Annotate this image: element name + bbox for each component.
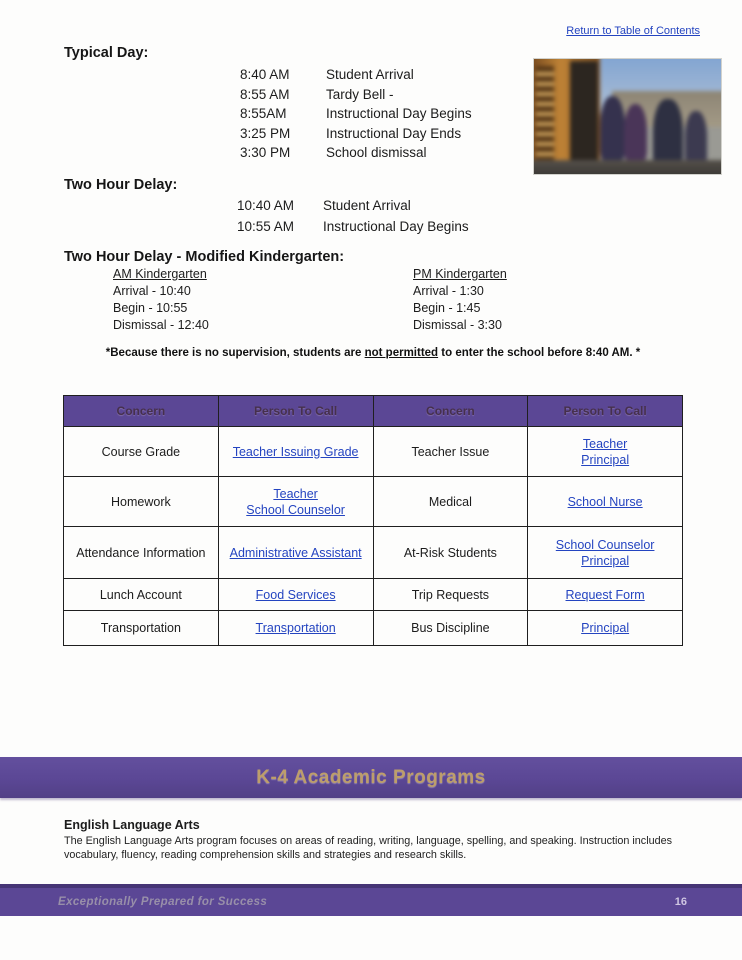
schedule-row bbox=[240, 65, 472, 85]
schedule-time: 10:55 AM bbox=[237, 218, 295, 234]
pm-kindergarten-line: Begin - 1:45 bbox=[413, 301, 481, 315]
table-row bbox=[64, 579, 683, 611]
concern-cell: Transportation bbox=[64, 611, 219, 646]
table-row bbox=[64, 527, 683, 579]
person-cell bbox=[218, 611, 373, 646]
person-cell bbox=[218, 527, 373, 579]
pm-kindergarten-line: Dismissal - 3:30 bbox=[413, 318, 502, 332]
table-row bbox=[64, 477, 683, 527]
concern-cell: Attendance Information bbox=[64, 527, 219, 579]
schedule-row bbox=[240, 124, 472, 144]
concern-cell: Lunch Account bbox=[64, 579, 219, 611]
academic-programs-banner-title: K-4 Academic Programs bbox=[256, 766, 486, 788]
schedule-time: 8:55AM bbox=[240, 106, 287, 121]
schedule-time: 3:25 PM bbox=[240, 125, 291, 141]
concern-cell: Medical bbox=[373, 477, 528, 527]
table-row bbox=[64, 427, 683, 477]
supervision-note-suffix: to enter the school before 8:40 AM. * bbox=[438, 347, 641, 359]
am-kindergarten-line: Begin - 10:55 bbox=[113, 301, 188, 315]
person-cell bbox=[528, 477, 683, 527]
schedule-event: Instructional Day Begins bbox=[323, 218, 469, 234]
school-bus-photo bbox=[533, 58, 722, 175]
schedule-time: 10:40 AM bbox=[237, 198, 295, 213]
am-kindergarten-title: AM Kindergarten bbox=[113, 267, 207, 281]
modified-kindergarten-heading: Two Hour Delay - Modified Kindergarten: bbox=[64, 249, 345, 265]
person-cell bbox=[218, 427, 373, 477]
header-person-left: Person To Call bbox=[218, 396, 373, 427]
contact-link[interactable]: School Counselor bbox=[246, 502, 345, 517]
contact-link[interactable]: Principal bbox=[581, 452, 630, 467]
concern-cell: Teacher Issue bbox=[373, 427, 528, 477]
contact-link[interactable]: Request Form bbox=[565, 587, 645, 602]
footer-page-number: 16 bbox=[674, 896, 687, 908]
academic-programs-banner bbox=[0, 757, 742, 798]
contact-link[interactable]: Principal bbox=[581, 621, 630, 635]
footer-motto: Exceptionally Prepared for Success bbox=[58, 896, 268, 908]
contact-link[interactable]: Principal bbox=[581, 553, 630, 568]
school-bus-photo-art bbox=[533, 58, 722, 175]
schedule-event: Student Arrival bbox=[323, 198, 411, 213]
contact-link[interactable]: School Counselor bbox=[555, 537, 655, 552]
schedule-time: 8:40 AM bbox=[240, 67, 290, 82]
schedule-time: 8:55 AM bbox=[240, 86, 290, 102]
contact-link[interactable]: Administrative Assistant bbox=[229, 545, 362, 560]
typical-day-heading: Typical Day: bbox=[64, 45, 149, 61]
schedule-row bbox=[240, 85, 472, 105]
ela-heading: English Language Arts bbox=[64, 818, 200, 832]
contact-link[interactable]: Teacher Issuing Grade bbox=[232, 444, 359, 459]
pm-kindergarten-title: PM Kindergarten bbox=[413, 267, 507, 281]
person-cell bbox=[528, 527, 683, 579]
schedule-row bbox=[240, 143, 472, 163]
pm-kindergarten-line: Arrival - 1:30 bbox=[413, 284, 484, 298]
pm-kindergarten-block bbox=[413, 266, 507, 334]
person-cell bbox=[218, 579, 373, 611]
schedule-row bbox=[240, 104, 472, 124]
supervision-note bbox=[66, 347, 680, 359]
ela-paragraph: The English Language Arts program focuses on areas of reading, writing, language, spelling, and speaking. Instruction includes vocabulary, fluency, reading comprehension skills and strategies and research skills. bbox=[64, 835, 672, 861]
two-hour-delay-heading: Two Hour Delay: bbox=[64, 177, 178, 193]
person-cell bbox=[528, 427, 683, 477]
supervision-note-underlined: not permitted bbox=[364, 347, 439, 359]
schedule-row bbox=[237, 196, 469, 217]
schedule-time: 3:30 PM bbox=[240, 145, 291, 160]
schedule-event: Instructional Day Ends bbox=[326, 125, 462, 141]
am-kindergarten-block bbox=[113, 266, 209, 334]
header-concern-right: Concern bbox=[373, 396, 528, 427]
concern-cell: Bus Discipline bbox=[373, 611, 528, 646]
schedule-event: Student Arrival bbox=[326, 67, 414, 82]
header-concern-left: Concern bbox=[64, 396, 219, 427]
schedule-row bbox=[237, 217, 469, 238]
table-header-row bbox=[64, 396, 683, 427]
return-to-toc-link[interactable]: Return to Table of Contents bbox=[566, 25, 700, 37]
am-kindergarten-line: Arrival - 10:40 bbox=[113, 284, 191, 298]
schedule-event: School dismissal bbox=[326, 145, 427, 160]
header-person-right: Person To Call bbox=[528, 396, 683, 427]
am-kindergarten-line: Dismissal - 12:40 bbox=[113, 318, 209, 332]
concern-cell: Homework bbox=[64, 477, 219, 527]
schedule-event: Tardy Bell - bbox=[326, 86, 394, 102]
page-footer bbox=[0, 884, 742, 916]
schedule-event: Instructional Day Begins bbox=[326, 106, 472, 121]
person-cell bbox=[218, 477, 373, 527]
contact-link[interactable]: Food Services bbox=[255, 587, 336, 602]
concern-contact-table bbox=[63, 395, 683, 646]
contact-link[interactable]: School Nurse bbox=[567, 494, 643, 509]
contact-link[interactable]: Teacher bbox=[582, 436, 628, 451]
person-cell bbox=[528, 579, 683, 611]
concern-cell: Trip Requests bbox=[373, 579, 528, 611]
typical-day-schedule bbox=[240, 65, 472, 163]
contact-link[interactable]: Transportation bbox=[255, 621, 336, 635]
table-row bbox=[64, 611, 683, 646]
concern-cell: At-Risk Students bbox=[373, 527, 528, 579]
person-cell bbox=[528, 611, 683, 646]
two-hour-delay-schedule bbox=[237, 196, 469, 237]
concern-cell: Course Grade bbox=[64, 427, 219, 477]
contact-link[interactable]: Teacher bbox=[273, 486, 318, 501]
supervision-note-prefix: *Because there is no supervision, students are bbox=[105, 347, 365, 359]
